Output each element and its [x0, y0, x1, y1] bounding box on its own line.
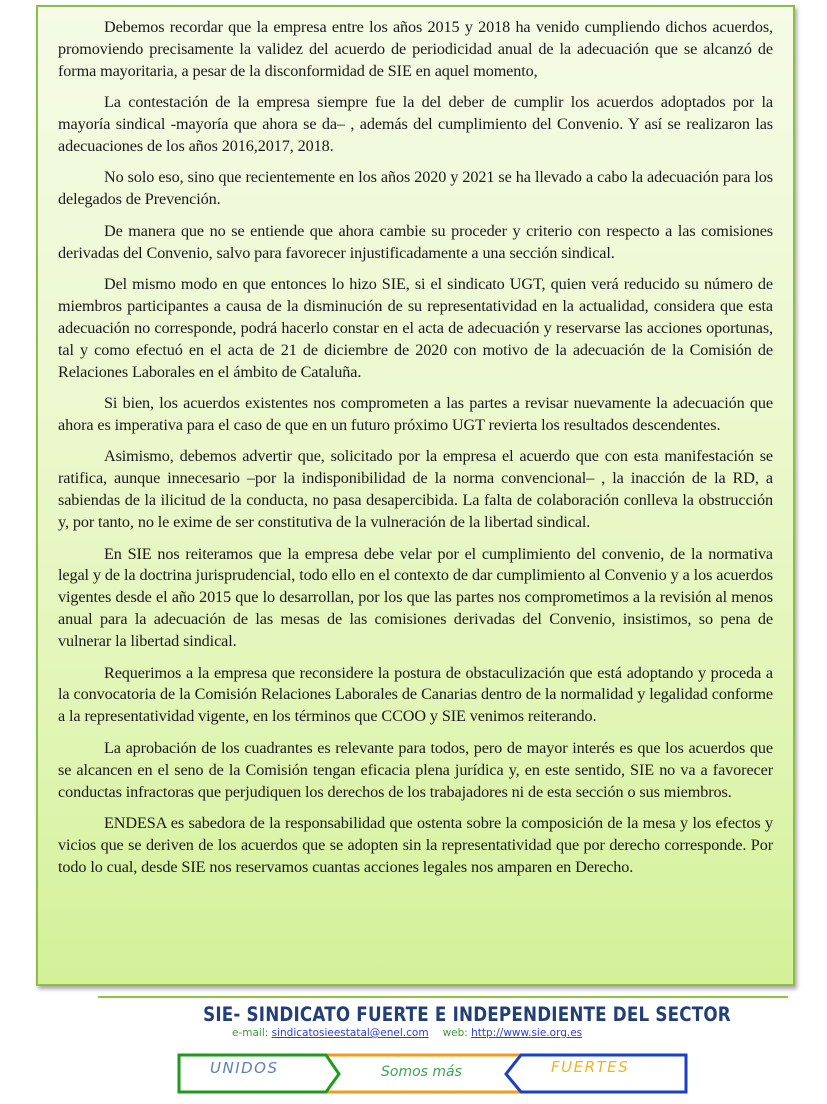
- paragraph-9: Requerimos a la empresa que reconsidere la postura de obstaculización que está adoptando y proceda a la convocatoria de la Comisión Relaciones Laborales de Canarias dentro de la normalidad y legalidad conforme a la representatividad vigente, en los términos que CCOO y SIE venimos reiterando.: [58, 663, 773, 726]
- paragraph-8: En SIE nos reiteramos que la empresa debe velar por el cumplimiento del convenio, de la normativa legal y de la doctrina jurisprudencial, todo ello en el contexto de dar cumplimiento al Convenio y a los acuerdos vigentes desde el año 2015 que lo desarrollan, por los que las partes nos comprometimos a la revisión al menos anual para la adecuación de las mesas de las comisiones derivadas del Convenio, insistimos, so pena de vulnerar la libertad sindical.: [58, 544, 773, 651]
- banner-text-fuertes: FUERTES: [551, 1058, 630, 1076]
- paragraph-6: Si bien, los acuerdos existentes nos comprometen a las partes a revisar nuevamente la adecuación que ahora es imperativa para el caso de que en un futuro próximo UGT revierta los resultados descendentes.: [58, 394, 773, 434]
- paragraph-7: Asimismo, debemos advertir que, solicitado por la empresa el acuerdo que con esta manifestación se ratifica, aunque innecesario –por la indisponibilidad de la norma convencional– , la inacción de la RD, a sabiendas de la ilicitud de la conducta, no pasa desapercibida. La falta de colaboración conlleva la obstrucción y, por tanto, no le exime de ser constitutiva de la vulneración de la libertad sindical.: [58, 447, 773, 532]
- paragraph-3: No solo eso, sino que recientemente en los años 2020 y 2021 se ha llevado a cabo la adecuación para los delegados de Prevención.: [58, 168, 773, 209]
- footer-divider: [98, 996, 788, 998]
- banner-text-unidos: UNIDOS: [210, 1059, 279, 1077]
- slogan-banner: [176, 1050, 690, 1098]
- paragraph-10: La aprobación de los cuadrantes es relevante para todos, pero de mayor interés es que los acuerdos que se alcancen en el seno de la Comisión tengan eficacia plena jurídica y, en este sentido, SIE no va a favorecer conductas infractoras que perjudiquen los derechos de los trabajadores ni de esta sección o sus miembros.: [58, 738, 773, 801]
- footer-title: SIE- SINDICATO FUERTE E INDEPENDIENTE DEL SECTOR: [203, 1003, 731, 1026]
- paragraph-11: ENDESA es sabedora de la responsabilidad que ostenta sobre la composición de la mesa y los efectos y vicios que se deriven de los acuerdos que se adopten sin la representatividad que por derecho corresponde. Por todo lo cual, desde SIE nos reservamos cuantas acciones legales nos amparen en Derecho.: [58, 814, 773, 876]
- email-link[interactable]: sindicatosieestatal@enel.com: [271, 1027, 429, 1039]
- paragraph-5: Del mismo modo en que entonces lo hizo SIE, si el sindicato UGT, quien verá reducido su número de miembros participantes a causa de la disminución de su representatividad en la actualidad, considera que esta adecuación no corresponde, podrá hacerlo constar en el acta de adecuación y reservarse las acciones oportunas, tal y como efectuó en el acta de 21 de diciembre de 2020 con motivo de la adecuación de la Comisión de Relaciones Laborales en el ámbito de Cataluña.: [58, 275, 773, 381]
- paragraph-4: De manera que no se entiende que ahora cambie su proceder y criterio con respecto a las comisiones derivadas del Convenio, salvo para favorecer injustificadamente a una sección sindical.: [58, 221, 773, 262]
- web-link[interactable]: http://www.sie.org.es: [471, 1027, 583, 1039]
- paragraph-2: La contestación de la empresa siempre fue la del deber de cumplir los acuerdos adoptados por la mayoría sindical -mayoría que ahora se da– , además del cumplimiento del Convenio. Y así se realizaron las adecuaciones de los años 2016,2017, 2018.: [58, 93, 773, 156]
- paragraph-1: Debemos recordar que la empresa entre los años 2015 y 2018 ha venido cumpliendo dichos acuerdos, promoviendo precisamente la validez del acuerdo de periodicidad anual de la adecuación que se alcanzó de forma mayoritaria, a pesar de la disconformidad de SIE en aquel momento,: [58, 18, 773, 80]
- banner-text-somos: Somos más: [381, 1064, 462, 1080]
- email-label: e-mail:: [232, 1027, 272, 1039]
- web-label: web:: [442, 1027, 472, 1039]
- text-box: [36, 5, 795, 986]
- footer-contact: [232, 1027, 582, 1039]
